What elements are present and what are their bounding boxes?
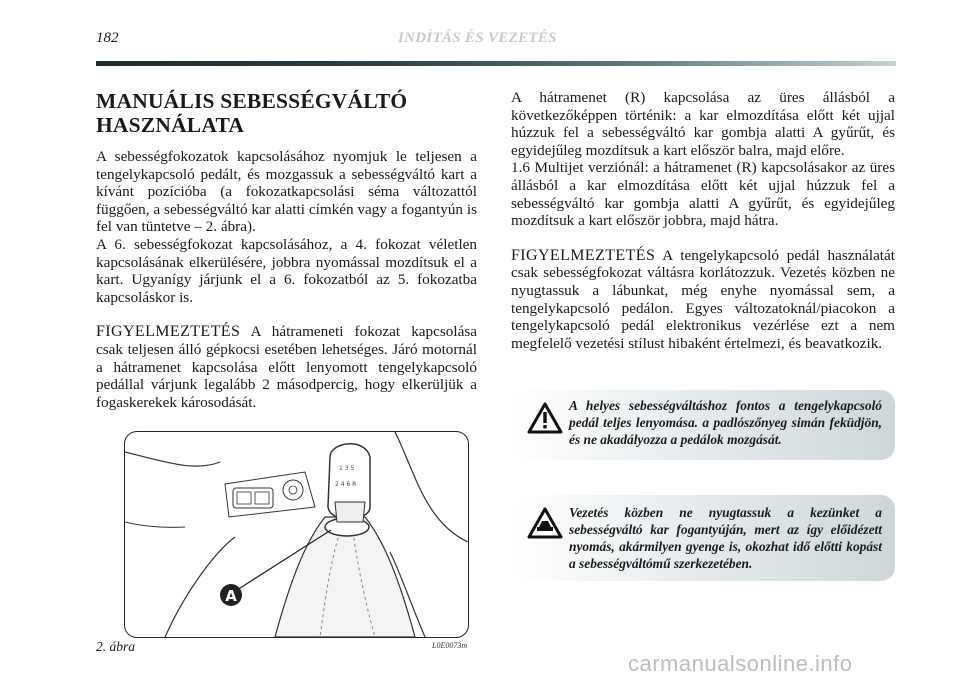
paragraph: A sebességfokozatok kapcsolásához nyomjuk le teljesen a tengelykapcsoló pedált, és mozgassuk a sebességváltó kart a kívánt pozícióba (a fokozatkapcsolási séma változattól függően, a sebességváltó kar alatti címkén vagy a fogantyún is fel van tüntetve – 2. ábra).: [96, 148, 477, 236]
warning-word: FIGYELMEZTETÉS: [511, 246, 656, 264]
paragraph: A hátramenet (R) kapcsolása az üres állásból a következőképpen történik: a kar elmozdítása előtt két ujjal húzzuk fel a sebességváltó kar gombja alatti A gyűrűt, és egyidejűleg mozdítsuk a kart először balra, majd előre.: [511, 89, 895, 159]
gear-pattern-bottom: 2 4 6 R: [335, 481, 357, 488]
note-box: [511, 495, 895, 581]
watermark: carmanualsonline.info: [628, 651, 853, 676]
caution-text: A helyes sebességváltáshoz fontos a tengelykapcsoló pedál teljes lenyomása. a padlószőnyeg simán feküdjön, és ne akadályozza a pedálok mozgását.: [569, 398, 882, 447]
note-text-body: Vezetés közben ne nyugtassuk a kezünket a sebességváltó kar fogantyúján, mert az így előidézett nyomás, akármilyen gyenge is, okozhat idő előtti kopást a sebességváltómű szerkezetében.: [569, 505, 882, 571]
warning-text: A hátrameneti fokozat kapcsolása csak teljesen álló gépkocsi esetében lehetséges. Járó motornál a hátramenet kapcsolása előtt lenyomott tengelykapcsoló pedállal várjunk legalább 2 másodpercig, hogy elkerüljük a fogaskerekek károsodását.: [96, 323, 477, 411]
warning-text: A tengelykapcsoló pedál használatát csak sebességfokozat váltásra korlátozzuk. Vezetés közben ne nyugtassuk a lábunkat, még enyhe nyomással sem, a tengelykapcsoló pedálon. Egyes változatoknál/piacokon a tengelykapcsoló pedál elektronikus vezérlése ezt a nem megfelelő vezetési stílust hibaként értelmezi, és beavatkozik.: [511, 246, 895, 352]
warning-paragraph: [511, 247, 895, 353]
header-rule: [96, 61, 896, 66]
warning-triangle-icon: [527, 402, 563, 434]
warning-word: FIGYELMEZTETÉS: [96, 323, 241, 341]
running-title: INDÍTÁS ÉS VEZETÉS: [398, 30, 557, 46]
figure-caption: 2. ábra: [96, 639, 136, 654]
section-title-line2: HASZNÁLATA: [96, 113, 245, 137]
paragraph: 1.6 Multijet verziónál: a hátramenet (R) kapcsolásakor az üres állásból a kar elmozdítása előtt két ujjal húzzuk fel a sebességváltó kar gombja alatti A gyűrűt, és egyidejűleg mozdítsuk a kart először jobbra, majd hátra.: [511, 159, 895, 230]
page-number: 182: [96, 30, 119, 46]
note-text: [511, 504, 882, 572]
section-title: [96, 89, 477, 137]
gear-lever-figure: [124, 431, 469, 638]
gear-pattern-top: 1 3 5: [339, 465, 355, 472]
left-column: [96, 89, 477, 411]
paragraph: A 6. sebességfokozat kapcsolásához, a 4. fokozat véletlen kapcsolásának elkerülésére, jobbra nyomással mozdítsuk el a kart. Ugyanígy járjunk el a 6. fokozatból az 5. fokozatba kapcsoláskor is.: [96, 235, 477, 306]
gear-lever-illustration: [125, 432, 468, 637]
caution-box: [511, 390, 895, 460]
warning-paragraph: [96, 323, 477, 411]
figure-code: L0E0073m: [432, 641, 468, 650]
figure-label: A: [225, 587, 237, 605]
section-title-line1: MANUÁLIS SEBESSÉGVÁLTÓ: [96, 89, 408, 113]
right-column: [511, 89, 895, 352]
